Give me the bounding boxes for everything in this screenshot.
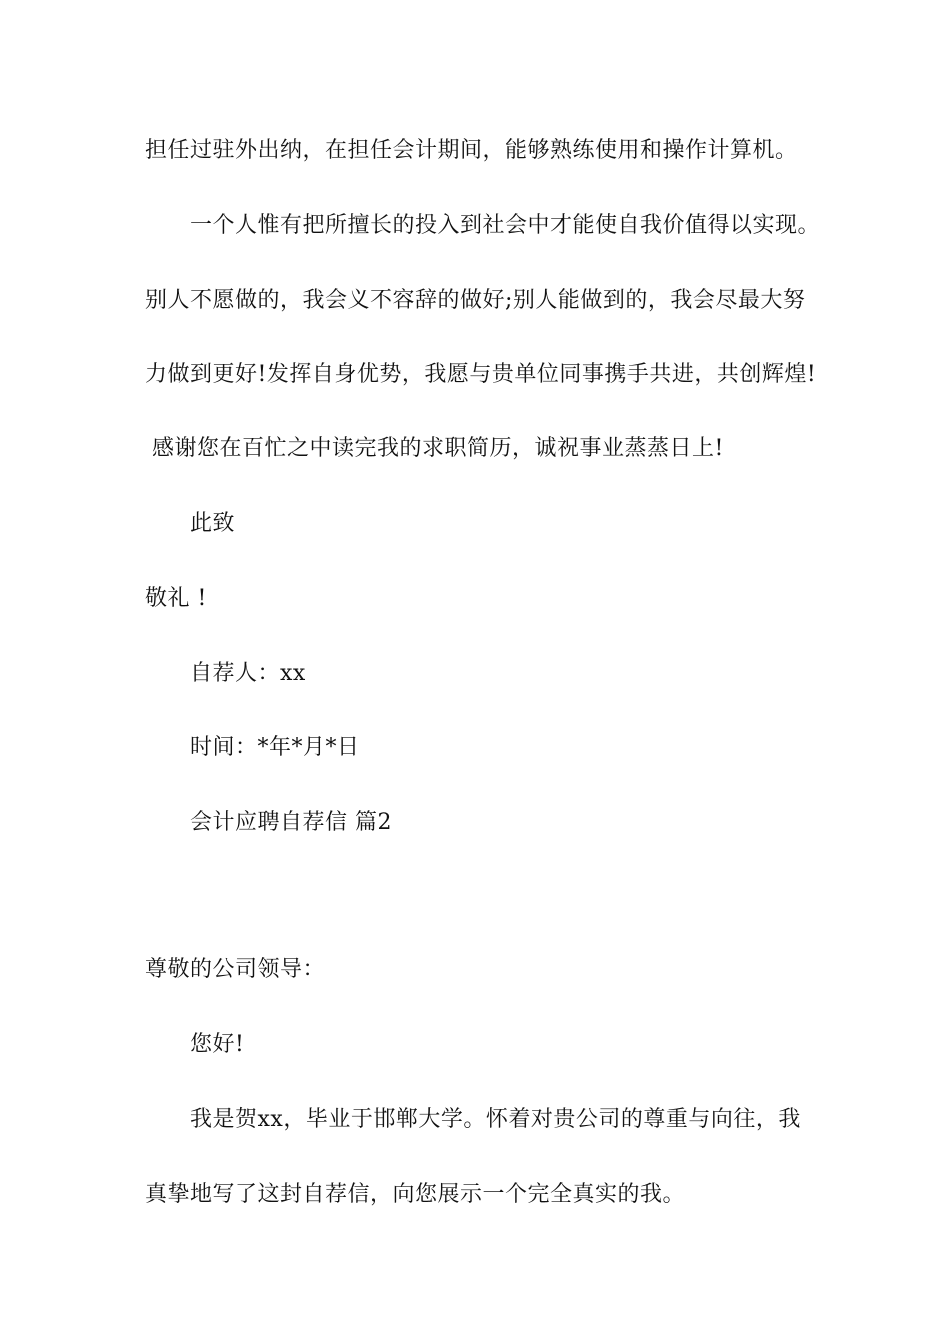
paragraph-line: 担任过驻外出纳，在担任会计期间，能够熟练使用和操作计算机。 (145, 138, 798, 163)
paragraph-line: 真挚地写了这封自荐信，向您展示一个完全真实的我。 (145, 1182, 686, 1207)
paragraph-line: 感谢您在百忙之中读完我的求职简历，诚祝事业蒸蒸日上! (152, 436, 724, 461)
greeting-line: 您好! (190, 1032, 245, 1057)
signature-date: 时间：*年*月*日 (190, 735, 360, 760)
closing-salutation: 此致 (190, 511, 236, 536)
paragraph-line: 力做到更好!发挥自身优势，我愿与贵单位同事携手共进，共创辉煌! (145, 362, 817, 387)
greeting: 尊敬的公司领导： (145, 957, 326, 982)
signature-name: 自荐人：xx (190, 661, 306, 686)
paragraph-line: 别人不愿做的，我会义不容辞的做好;别人能做到的，我会尽最大努 (145, 288, 806, 313)
closing-regards: 敬礼 ! (145, 586, 207, 611)
paragraph-line: 我是贺xx，毕业于邯郸大学。怀着对贵公司的尊重与向往，我 (190, 1107, 801, 1132)
section-heading: 会计应聘自荐信 篇2 (190, 810, 392, 835)
paragraph-line: 一个人惟有把所擅长的投入到社会中才能使自我价值得以实现。 (190, 213, 821, 238)
